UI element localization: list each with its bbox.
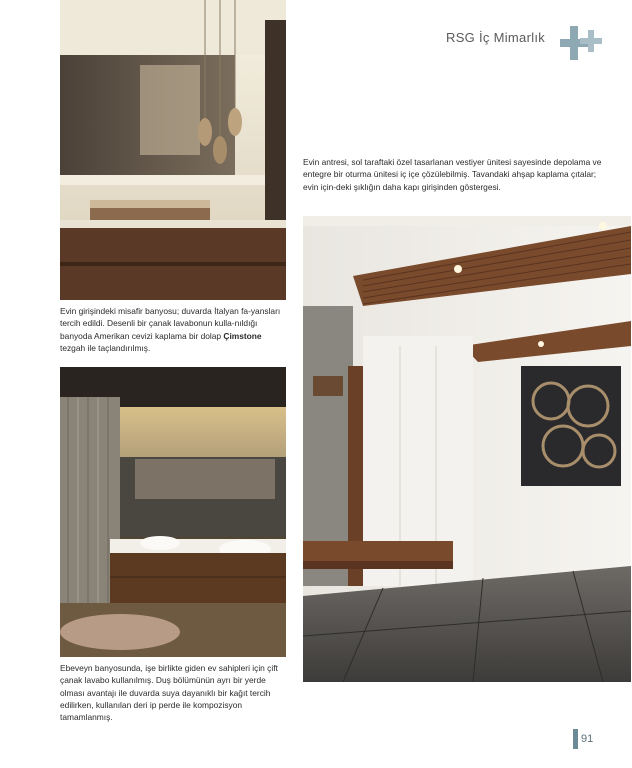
guest-bathroom-photo (60, 0, 286, 300)
page-number-accent (573, 729, 578, 749)
brand-name: RSG İç Mimarlık (446, 30, 546, 45)
double-plus-icon (560, 22, 606, 68)
entrance-photo (303, 216, 631, 682)
master-bathroom-caption: Ebeveyn banyosunda, işe birlikte giden ev sahipleri için çift çanak lavabo kullanılmış. Duş bölümünün ayrı bir yerde olması avantajı ile duvarda suya dayanıklı bir kağıt tercih edilirken, kullanılan deri ip perde ile kompozisyon tamamlanmış. (60, 663, 278, 723)
brand-mention: Çimstone (223, 330, 262, 341)
caption-text: Evin girişindeki misafir banyosu; duvarda İtalyan fa-yansları tercih edildi. Desenli bir çanak lavabonun kulla-nıldığı banyoda Amerikan cevizi kaplama bir dolap (60, 306, 281, 341)
entrance-caption: Evin antresi, sol taraftaki özel tasarlanan vestiyer ünitesi sayesinde depolama ve entegre bir oturma ünitesi iç içe çözülebilmiş. Tavandaki ahşap kaplama çıtalar; evin için-deki şıklığın daha kapı girişinden göstergesi. (303, 157, 602, 192)
page-number: 91 (581, 733, 594, 745)
master-bathroom-photo (60, 367, 286, 657)
caption-text: tezgah ile taçlandırılmış. (60, 342, 151, 353)
guest-bathroom-caption (60, 305, 288, 354)
